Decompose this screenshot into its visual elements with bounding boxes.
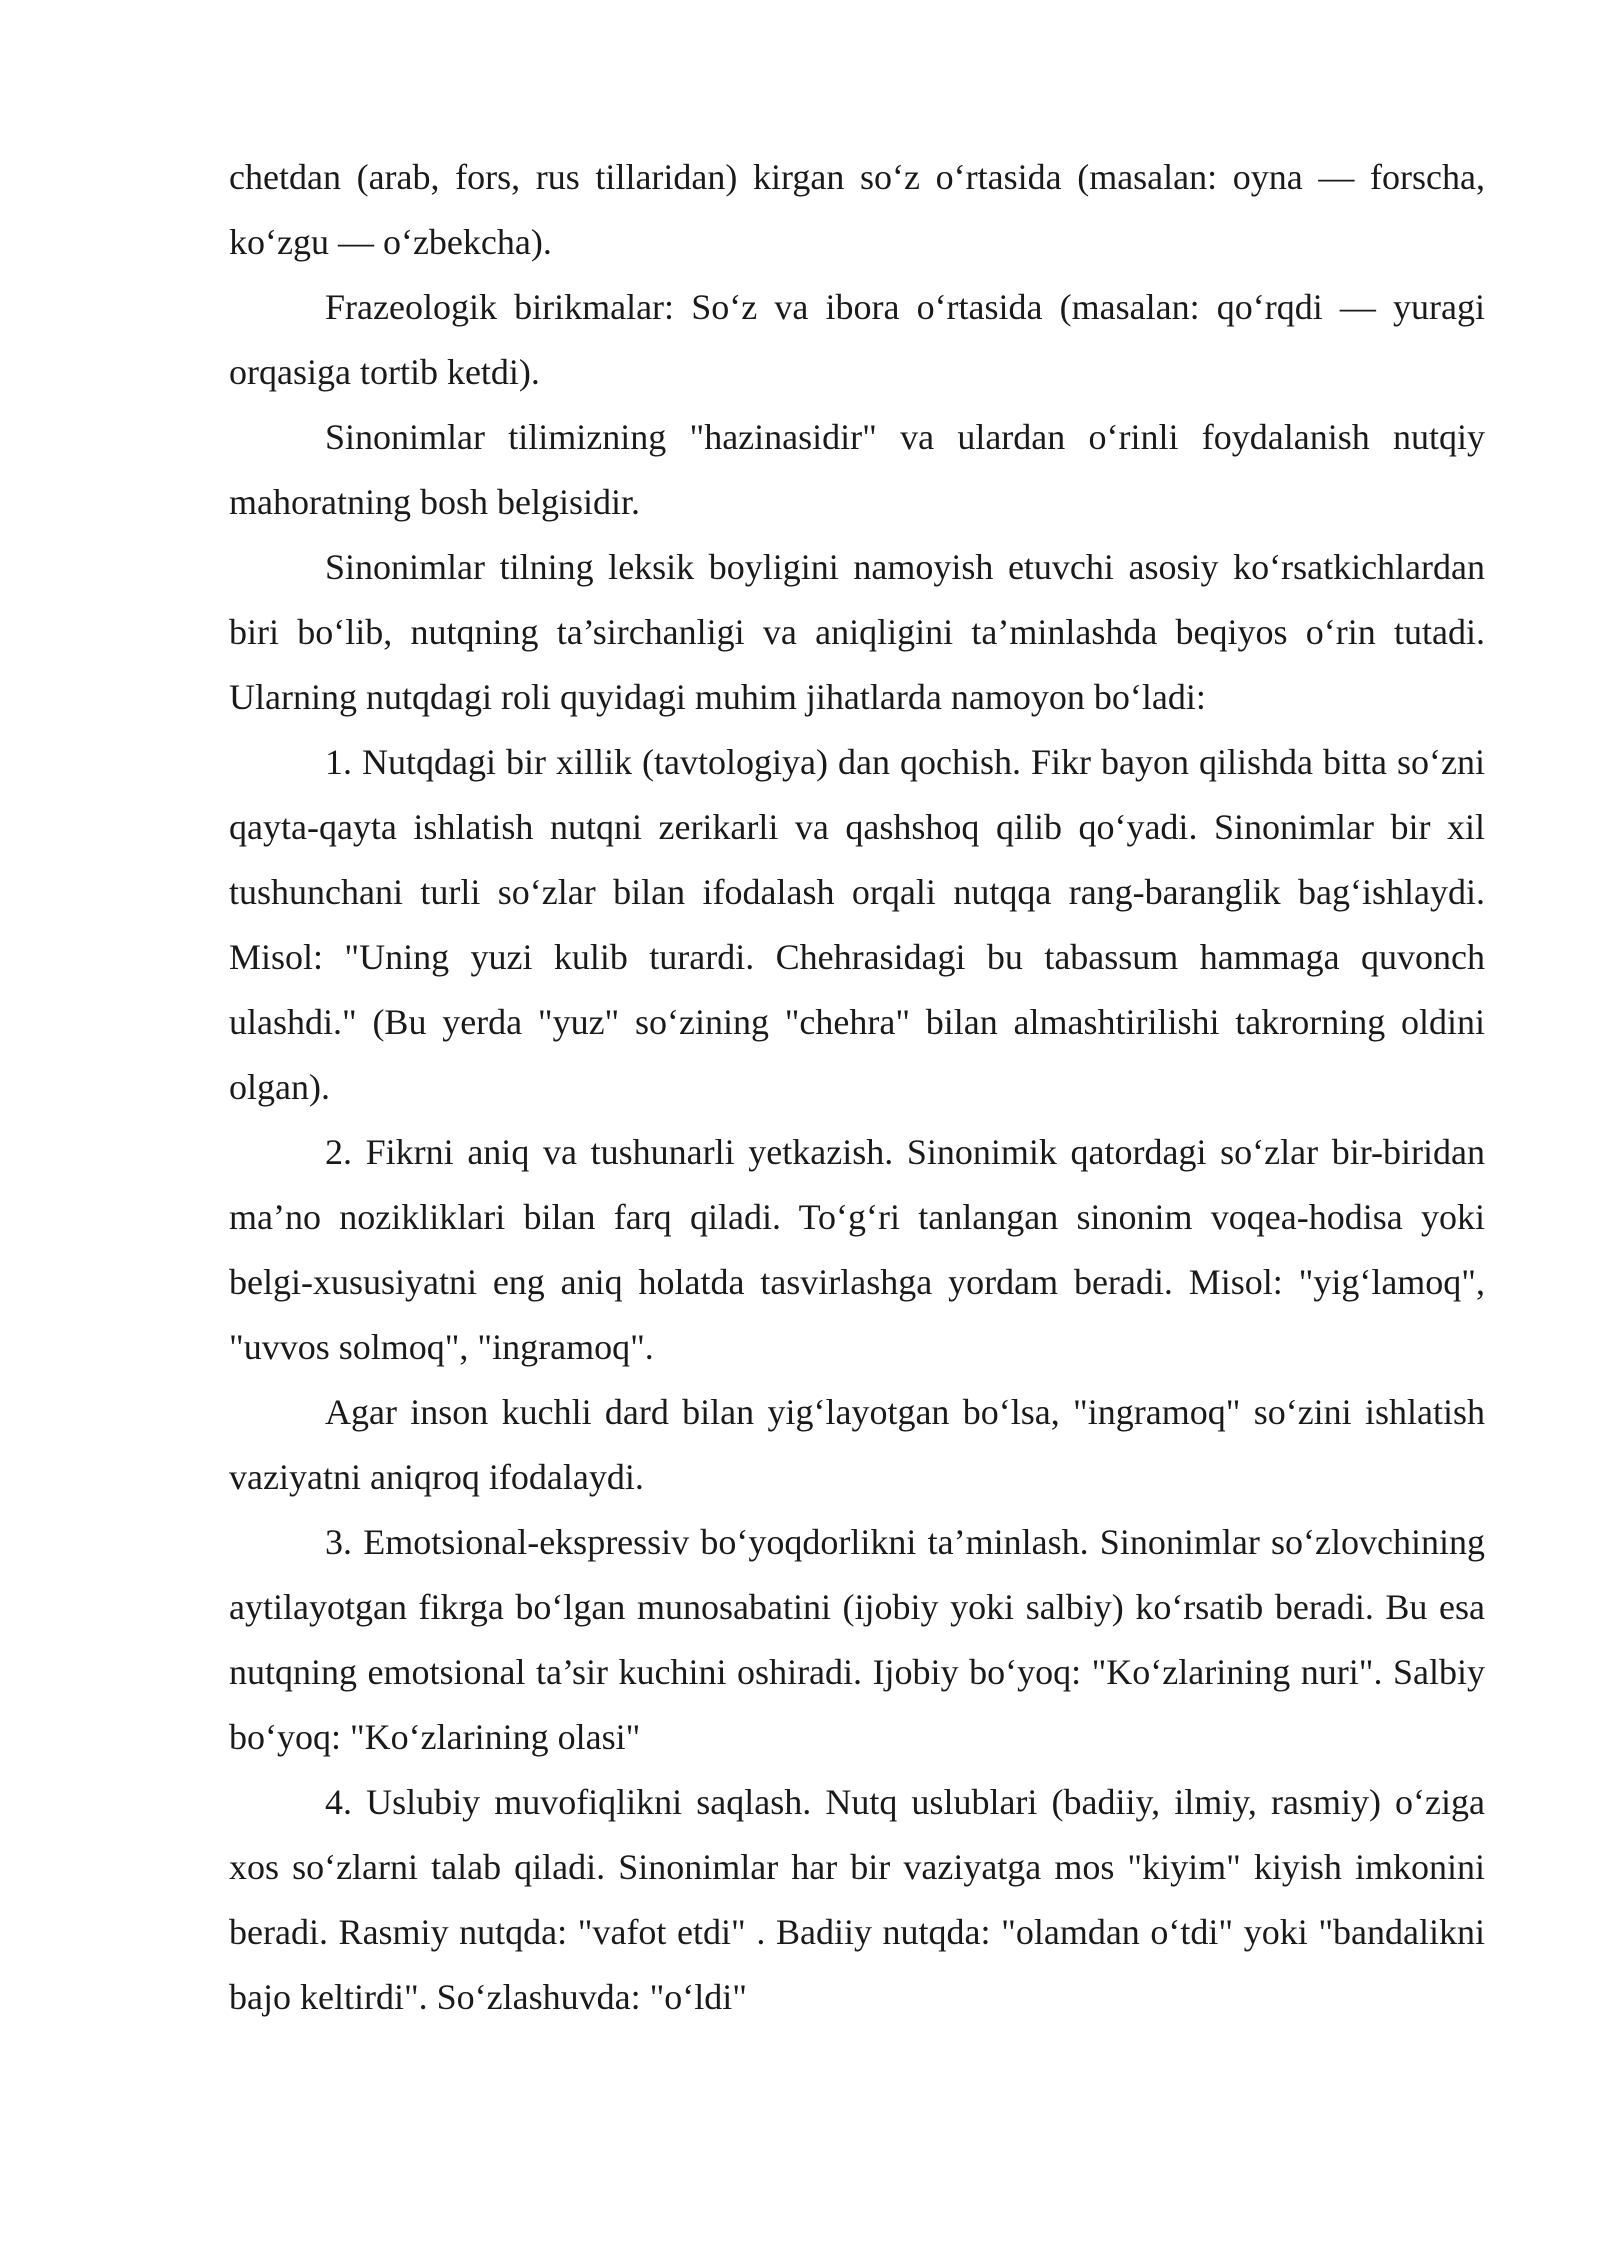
paragraph-point-4: 4. Uslubiy muvofiqlikni saqlash. Nutq uslublari (badiiy, ilmiy, rasmiy) o‘ziga xos so‘zlarni talab qiladi. Sinonimlar har bir vaziyatga mos "kiyim" kiyish imkonini beradi. Rasmiy nutqda: "vafot etdi" . Badiiy nutqda: "olamdan o‘tdi" yoki "bandalikni bajo keltirdi". So‘zlashuvda: "o‘ldi" bbox=[229, 1782, 1485, 2017]
paragraph-point-2: 2. Fikrni aniq va tushunarli yetkazish. Sinonimik qatordagi so‘zlar bir-biridan ma’no nozikliklari bilan farq qiladi. To‘g‘ri tanlangan sinonim voqea-hodisa yoki belgi-xususiyatni eng aniq holatda tasvirlashga yordam beradi. Misol: "yig‘lamoq", "uvvos solmoq", "ingramoq". bbox=[229, 1132, 1485, 1367]
paragraph-synonyms-role: Sinonimlar tilning leksik boyligini namoyish etuvchi asosiy ko‘rsatkichlardan biri bo‘lib, nutqning ta’sirchanligi va aniqligini ta’minlashda beqiyos o‘rin tutadi. Ularning nutqdagi roli quyidagi muhim jihatlarda namoyon bo‘ladi: bbox=[229, 547, 1485, 717]
paragraph-point-3: 3. Emotsional-ekspressiv bo‘yoqdorlikni ta’minlash. Sinonimlar so‘zlovchining aytilayotgan fikrga bo‘lgan munosabatini (ijobiy yoki salbiy) ko‘rsatib beradi. Bu esa nutqning emotsional ta’sir kuchini oshiradi. Ijobiy bo‘yoq: "Ko‘zlarining nuri". Salbiy bo‘yoq: "Ko‘zlarining olasi" bbox=[229, 1522, 1485, 1757]
paragraph-point-2-example: Agar inson kuchli dard bilan yig‘layotgan bo‘lsa, "ingramoq" so‘zini ishlatish vaziyatni aniqroq ifodalaydi. bbox=[229, 1392, 1485, 1497]
paragraph-continuation: chetdan (arab, fors, rus tillaridan) kirgan so‘z o‘rtasida (masalan: oyna — forscha, ko‘zgu — o‘zbekcha). bbox=[229, 157, 1485, 262]
paragraph-synonyms-treasure: Sinonimlar tilimizning "hazinasidir" va ulardan o‘rinli foydalanish nutqiy mahoratning bosh belgisidir. bbox=[229, 417, 1485, 522]
paragraph-point-1: 1. Nutqdagi bir xillik (tavtologiya) dan qochish. Fikr bayon qilishda bitta so‘zni qayta-qayta ishlatish nutqni zerikarli va qashshoq qilib qo‘yadi. Sinonimlar bir xil tushunchani turli so‘zlar bilan ifodalash orqali nutqqa rang-baranglik bag‘ishlaydi. Misol: "Uning yuzi kulib turardi. Chehrasidagi bu tabassum hammaga quvonch ulashdi." (Bu yerda "yuz" so‘zining "chehra" bilan almashtirilishi takrorning oldini olgan). bbox=[229, 742, 1485, 1107]
paragraph-phraseological-units: Frazeologik birikmalar: So‘z va ibora o‘rtasida (masalan: qo‘rqdi — yuragi orqasiga tortib ketdi). bbox=[229, 287, 1485, 392]
document-body bbox=[229, 145, 1485, 2030]
